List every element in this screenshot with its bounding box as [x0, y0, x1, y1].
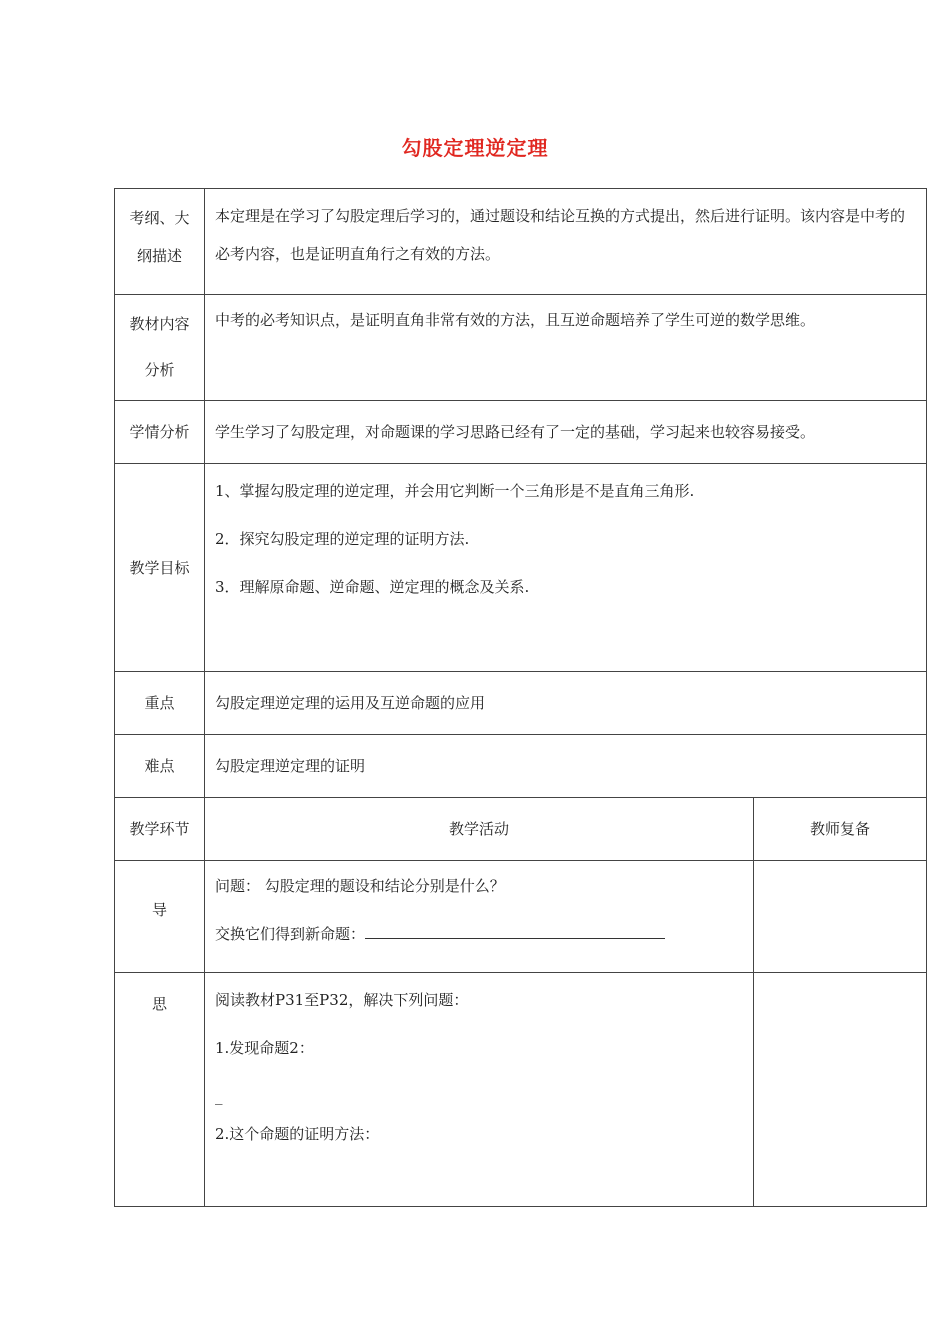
- header-activity: 教学活动: [205, 798, 754, 861]
- outline-label: [115, 189, 205, 295]
- answer-blank-line: [365, 920, 665, 939]
- page-title: 勾股定理逆定理: [401, 136, 549, 160]
- row-key: [115, 672, 927, 735]
- outline-text: 本定理是在学习了勾股定理后学习的，通过题设和结论互换的方式提出，然后进行证明。该内容是中考的必考内容，也是证明直角行之有效的方法。: [205, 189, 927, 295]
- header-teacher-notes: 教师复备: [754, 798, 927, 861]
- lesson-plan-table: [114, 188, 927, 1207]
- outline-label-line1: 考纲、大: [129, 209, 190, 227]
- think-item: 1.发现命题2：: [215, 1039, 314, 1057]
- guide-new-proposition-label: 交换它们得到新命题：: [215, 925, 366, 943]
- students-text: 学生学习了勾股定理，对命题课的学习思路已经有了一定的基础，学习起来也较容易接受。: [205, 401, 927, 464]
- goal-item: 1、掌握勾股定理的逆定理，并会用它判断一个三角形是不是直角三角形.: [215, 482, 695, 500]
- key-text: 勾股定理逆定理的运用及互逆命题的应用: [205, 672, 927, 735]
- row-guide: [115, 861, 927, 973]
- row-think: [115, 973, 927, 1207]
- think-instruction: 阅读教材P31至P32，解决下列问题：: [215, 991, 469, 1009]
- textbook-label-line1: 教材内容: [129, 315, 190, 333]
- row-goals: [115, 464, 927, 672]
- textbook-label-line2: 分析: [144, 361, 175, 379]
- guide-label: 导: [115, 861, 205, 973]
- guide-new-proposition: [215, 915, 745, 953]
- goals-list: [205, 464, 927, 672]
- think-label: 思: [115, 973, 205, 1207]
- header-stage: 教学环节: [115, 798, 205, 861]
- think-blank: _: [215, 1087, 223, 1105]
- guide-content: [205, 861, 754, 973]
- goals-label: 教学目标: [115, 464, 205, 672]
- textbook-label: [115, 295, 205, 401]
- difficulty-label: 难点: [115, 735, 205, 798]
- think-item: 2.这个命题的证明方法：: [215, 1125, 380, 1143]
- textbook-text: 中考的必考知识点，是证明直角非常有效的方法，且互逆命题培养了学生可逆的数学思维。: [205, 295, 927, 401]
- row-difficulty: [115, 735, 927, 798]
- think-content: [205, 973, 754, 1207]
- outline-label-line2: 纲描述: [136, 247, 182, 265]
- row-textbook: [115, 295, 927, 401]
- goal-item: 2．探究勾股定理的逆定理的证明方法.: [215, 530, 470, 548]
- guide-teacher-notes: [754, 861, 927, 973]
- key-label: 重点: [115, 672, 205, 735]
- row-students: [115, 401, 927, 464]
- difficulty-text: 勾股定理逆定理的证明: [205, 735, 927, 798]
- guide-question: 问题： 勾股定理的题设和结论分别是什么？: [215, 877, 505, 895]
- think-teacher-notes: [754, 973, 927, 1207]
- row-header: [115, 798, 927, 861]
- row-outline: [115, 189, 927, 295]
- goal-item: 3．理解原命题、逆命题、逆定理的概念及关系.: [215, 578, 530, 596]
- students-label: 学情分析: [115, 401, 205, 464]
